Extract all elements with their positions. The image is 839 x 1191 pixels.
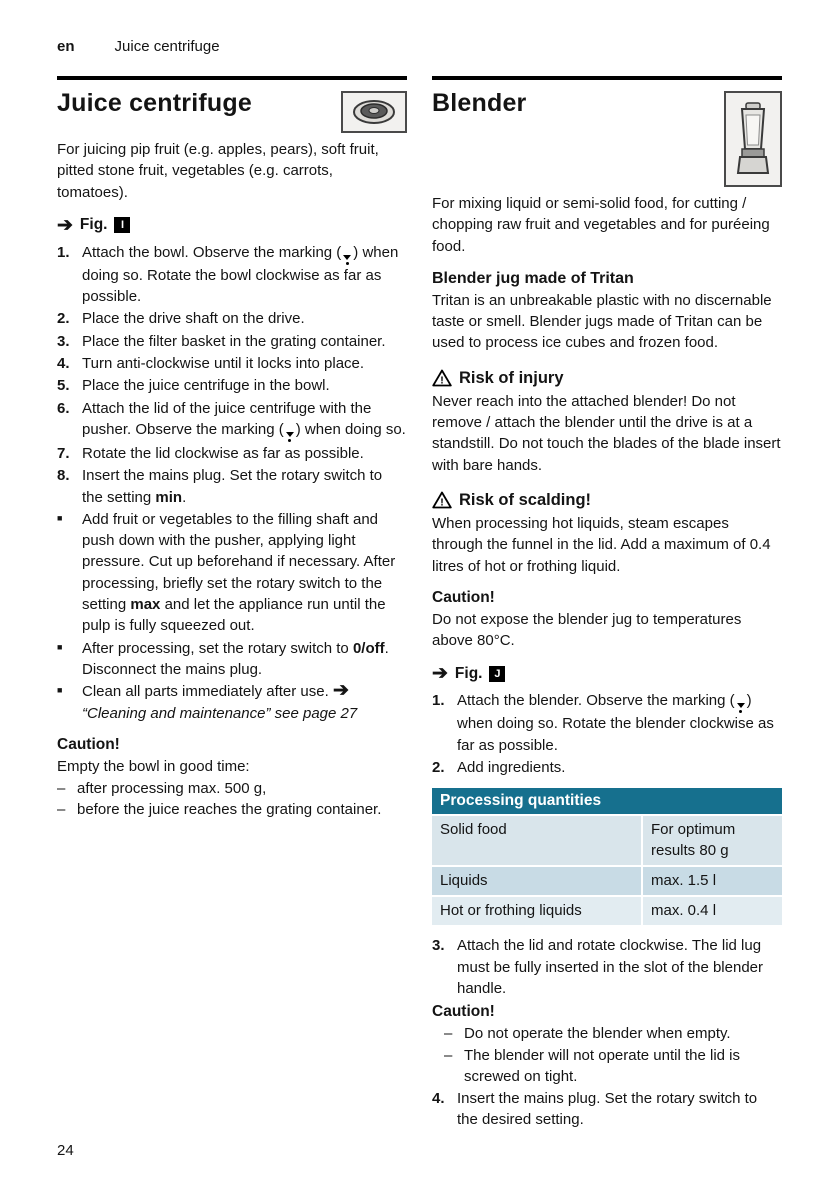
column-left — [57, 76, 407, 1132]
warning-icon — [432, 491, 452, 509]
marking-symbol-icon — [343, 255, 351, 265]
juicer-icon — [341, 91, 407, 133]
blender-icon — [724, 91, 782, 187]
fig-label: Fig. — [454, 664, 483, 682]
running-header — [57, 38, 220, 55]
fig-reference-left — [57, 216, 407, 235]
step-item: 4. Insert the mains plug. Set the rotary switch to the desired setting. — [432, 1090, 758, 1129]
language-code: en — [57, 38, 75, 55]
caution-heading: Caution! — [432, 1003, 495, 1021]
step-item: 5. Place the juice centrifuge in the bowl. — [57, 377, 330, 395]
dash-icon: – — [444, 1046, 453, 1064]
step-item: 1. Attach the bowl. Observe the marking ( ) when doing so. Rotate the bowl clockwise as far as possible. — [57, 243, 399, 306]
dash-item: – before the juice reaches the grating container. — [57, 799, 407, 820]
caution1-text: Do not expose the blender jug to temperatures above 80°C. — [432, 610, 742, 650]
step-item: 1. Attach the blender. Observe the marking ( ) when doing so. Rotate the blender clockwise as far as possible. — [432, 692, 774, 754]
step-item: 6. Attach the lid of the juice centrifuge with the pusher. Observe the marking ( ) when doing so. — [57, 398, 407, 442]
section-rule — [57, 76, 407, 80]
caution-heading: Caution! — [57, 735, 120, 753]
marking-symbol-icon — [286, 432, 294, 442]
warning-icon — [432, 369, 452, 387]
arrow-icon: ➔ — [432, 663, 448, 685]
table-row: Hot or frothing liquids max. 0.4 l — [432, 896, 782, 926]
fig-label: Fig. — [79, 216, 108, 234]
svg-text:!: ! — [440, 496, 444, 509]
table-row: Solid food For optimum results 80 g — [432, 815, 782, 866]
step-item: 4. Turn anti-clockwise until it locks into place. — [57, 355, 365, 373]
step-item: 3. Attach the lid and rotate clockwise. The lid lug must be fully inserted in the slot of the blender handle. — [432, 937, 764, 997]
step-item: 7. Rotate the lid clockwise as far as possible. — [57, 444, 364, 462]
dash-item: – after processing max. 500 g, — [57, 778, 407, 799]
bullet-item: ■ After processing, set the rotary switch to 0/off. Disconnect the mains plug. — [57, 638, 407, 681]
blender-intro: For mixing liquid or semi-solid food, for cutting / chopping raw fruit and vegetables and for puréeing food. — [432, 195, 770, 255]
fig-letter-box: J — [489, 666, 505, 682]
dash-icon: – — [57, 801, 66, 819]
marking-symbol-icon — [737, 703, 745, 713]
section-title-blender: Blender — [432, 89, 527, 117]
fig-reference-right — [432, 664, 782, 683]
two-column-layout — [57, 76, 782, 1132]
bullet-icon: ■ — [57, 512, 63, 523]
dash-icon: – — [57, 780, 66, 798]
table-header: Processing quantities — [432, 788, 782, 815]
column-right — [432, 76, 782, 1132]
caution-intro: Empty the bowl in good time: — [57, 757, 250, 775]
section-title-juice-centrifuge: Juice centrifuge — [57, 89, 252, 117]
bullet-item: ■ Add fruit or vegetables to the filling shaft and push down with the pusher, applying light pressure. Cut up beforehand if necessary. After processing, briefly set the rotary switch to the setting max and let the appliance run until the pulp is fully squeezed out. — [57, 509, 407, 637]
scald-text: When processing hot liquids, steam escapes through the funnel in the lid. Add a maximum of 0.4 litres of hot or frothing liquid. — [432, 514, 771, 575]
injury-text: Never reach into the attached blender! Do not remove / attach the blender until the drive is at a standstill. Do not touch the blades of the blade insert with bare hands. — [432, 392, 781, 474]
risk-of-injury-heading: ! Risk of injury — [432, 369, 782, 388]
arrow-icon: ➔ — [332, 680, 349, 702]
dash-item: – Do not operate the blender when empty. — [432, 1023, 782, 1044]
page-number: 24 — [57, 1142, 74, 1159]
cross-reference: ➔ “Cleaning and maintenance” see page 27 — [82, 680, 358, 722]
caution-heading: Caution! — [432, 588, 495, 606]
dash-item: – The blender will not operate until the lid is screwed on tight. — [432, 1045, 782, 1088]
running-header-topic: Juice centrifuge — [114, 38, 220, 55]
table-row: Liquids max. 1.5 l — [432, 866, 782, 896]
svg-text:!: ! — [440, 374, 444, 387]
risk-of-scalding-heading: ! Risk of scalding! — [432, 491, 782, 510]
bullet-icon: ■ — [57, 641, 63, 652]
step-item: 3. Place the filter basket in the grating container. — [57, 332, 386, 350]
juice-steps — [57, 242, 407, 724]
step-item: 8. Insert the mains plug. Set the rotary switch to the setting min. — [57, 467, 383, 506]
section-rule — [432, 76, 782, 80]
dash-icon: – — [444, 1025, 453, 1043]
arrow-icon: ➔ — [57, 214, 73, 236]
bullet-icon: ■ — [57, 685, 63, 696]
processing-quantities-table — [432, 788, 782, 927]
fig-letter-box: I — [114, 217, 130, 233]
step-item: 2. Add ingredients. — [432, 759, 566, 777]
bullet-item: ■ Clean all parts immediately after use. ➔ “Cleaning and maintenance” see page 27 — [57, 681, 407, 724]
tritan-text: Tritan is an unbreakable plastic with no discernable taste or smell. Blender jugs made of Tritan can be used to process ice cubes and frozen food. — [432, 291, 772, 352]
step-item: 2. Place the drive shaft on the drive. — [57, 310, 305, 328]
tritan-heading: Blender jug made of Tritan — [432, 269, 634, 287]
juice-intro: For juicing pip fruit (e.g. apples, pears), soft fruit, pitted stone fruit, vegetables (e.g. carrots, tomatoes). — [57, 141, 379, 201]
